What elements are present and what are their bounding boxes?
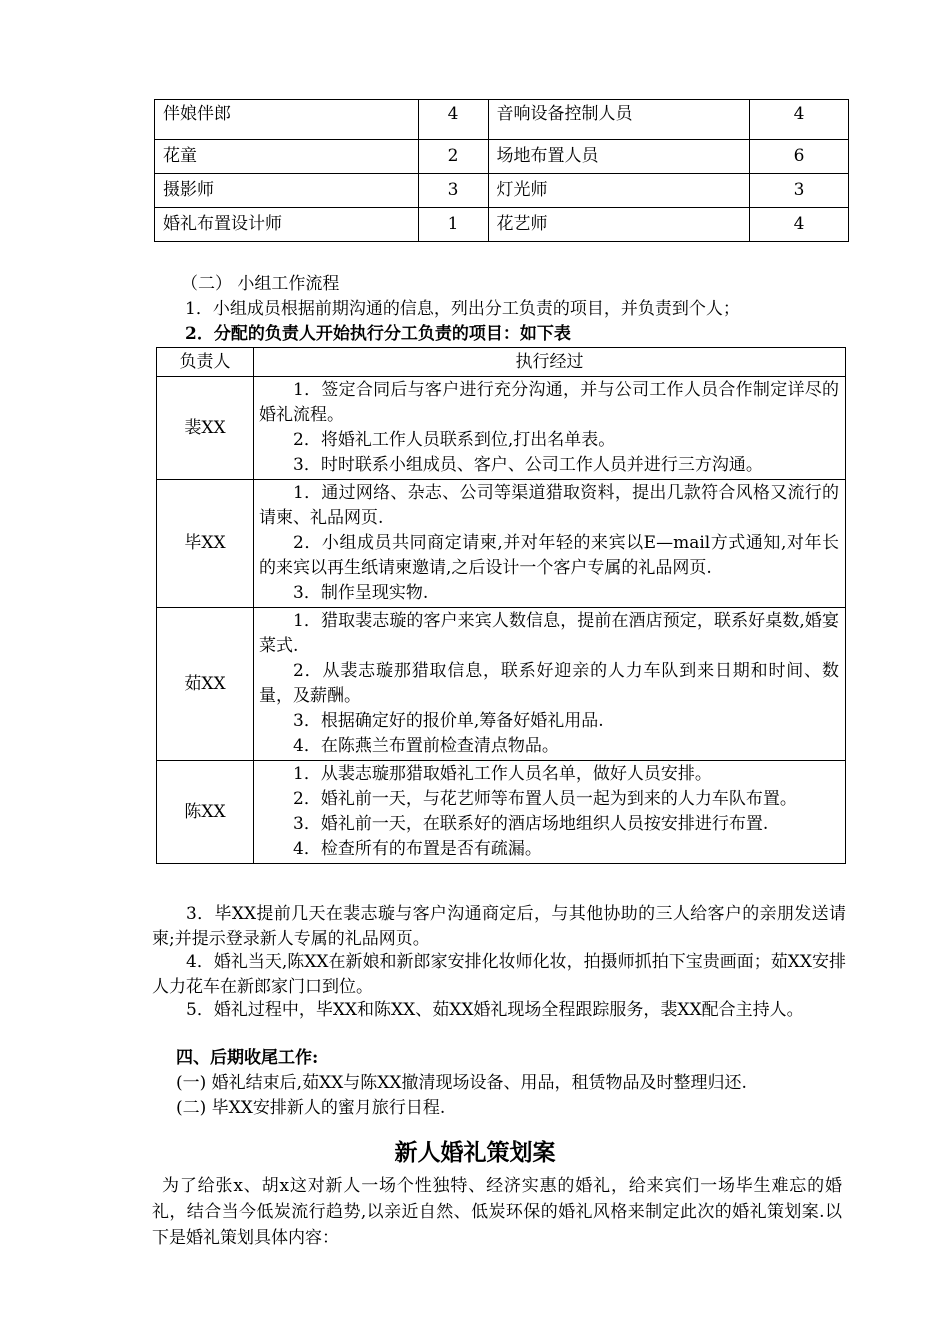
step-item: 4．检查所有的布置是否有疏漏。 <box>293 839 542 859</box>
header-person: 负责人 <box>157 348 254 377</box>
list-item: 1．小组成员根据前期沟通的信息，列出分工负责的项目，并负责到个人； <box>185 299 740 319</box>
role-cell: 音响设备控制人员 <box>488 100 750 140</box>
step-item: 3．婚礼前一天，在联系好的酒店场地组织人员按安排进行布置. <box>293 814 769 834</box>
count-cell: 6 <box>750 140 849 174</box>
step-item: 2．婚礼前一天，与花艺师等布置人员一起为到来的人力车队布置。 <box>293 789 797 809</box>
person-cell: 茹XX <box>157 608 254 761</box>
role-cell: 灯光师 <box>488 174 750 208</box>
table-row <box>155 140 849 174</box>
list-item: 5．婚礼过程中，毕XX和陈XX、茹XX婚礼现场全程跟踪服务，裴XX配合主持人。 <box>186 1000 804 1020</box>
role-cell: 场地布置人员 <box>488 140 750 174</box>
count-cell: 4 <box>750 208 849 242</box>
step-item: 1．签定合同后与客户进行充分沟通，并与公司工作人员合作制定详尽的婚礼流程。 <box>259 380 839 425</box>
section-heading: 四、后期收尾工作: <box>176 1048 319 1068</box>
count-cell: 1 <box>418 208 488 242</box>
section-heading: （二） 小组工作流程 <box>181 274 340 294</box>
role-cell: 花童 <box>155 140 419 174</box>
list-item: 4．婚礼当天,陈XX在新娘和新郎家安排化妆师化妆，拍摄师抓拍下宝贵画面；茹XX安排人力花车在新郎家门口到位。 <box>152 952 846 997</box>
steps-cell <box>254 761 846 864</box>
list-item: 3．毕XX提前几天在裴志璇与客户沟通商定后，与其他协助的三人给客户的亲朋发送请柬;并提示登录新人专属的礼品网页。 <box>152 904 846 949</box>
step-item: 2．将婚礼工作人员联系到位,打出名单表。 <box>293 430 616 450</box>
step-item: 2．小组成员共同商定请柬,并对年轻的来宾以E—mail方式通知,对年长的来宾以再生纸请柬邀请,之后设计一个客户专属的礼品网页. <box>259 533 839 578</box>
table-row <box>157 608 846 761</box>
step-item: 3．制作呈现实物. <box>293 583 429 603</box>
table-row <box>157 761 846 864</box>
count-cell: 3 <box>418 174 488 208</box>
staff-table <box>154 99 849 242</box>
role-cell: 摄影师 <box>155 174 419 208</box>
role-cell: 伴娘伴郎 <box>155 100 419 140</box>
table-row <box>155 208 849 242</box>
plan-title: 新人婚礼策划案 <box>394 1140 556 1166</box>
person-cell: 陈XX <box>157 761 254 864</box>
step-item: 2．从裴志璇那猎取信息，联系好迎亲的人力车队到来日期和时间、数量，及薪酬。 <box>259 661 839 706</box>
list-item: (二) 毕XX安排新人的蜜月旅行日程. <box>176 1098 446 1118</box>
steps-cell <box>254 480 846 608</box>
table-row <box>157 480 846 608</box>
header-process: 执行经过 <box>254 348 846 377</box>
intro-paragraph: 为了给张x、胡x这对新人一场个性独特、经济实惠的婚礼，给来宾们一场毕生难忘的婚礼，结合当今低炭流行趋势,以亲近自然、低炭环保的婚礼风格来制定此次的婚礼策划案.以下是婚礼策划具体内容： <box>152 1176 842 1248</box>
count-cell: 4 <box>418 100 488 140</box>
step-item: 1．从裴志璇那猎取婚礼工作人员名单，做好人员安排。 <box>293 764 712 784</box>
table-row <box>155 174 849 208</box>
role-cell: 花艺师 <box>488 208 750 242</box>
count-cell: 2 <box>418 140 488 174</box>
step-item: 4．在陈燕兰布置前检查清点物品。 <box>293 736 559 756</box>
step-item: 1．通过网络、杂志、公司等渠道猎取资料，提出几款符合风格又流行的请柬、礼品网页. <box>259 483 839 528</box>
role-cell: 婚礼布置设计师 <box>155 208 419 242</box>
step-item: 1．猎取裴志璇的客户来宾人数信息，提前在酒店预定，联系好桌数,婚宴菜式. <box>259 611 839 656</box>
person-cell: 裴XX <box>157 377 254 480</box>
steps-cell <box>254 608 846 761</box>
table-row <box>157 377 846 480</box>
list-item: 2．分配的负责人开始执行分工负责的项目：如下表 <box>185 324 571 344</box>
table-row <box>155 100 849 140</box>
count-cell: 3 <box>750 174 849 208</box>
count-cell: 4 <box>750 100 849 140</box>
task-table <box>156 347 846 864</box>
person-cell: 毕XX <box>157 480 254 608</box>
step-item: 3．根据确定好的报价单,筹备好婚礼用品. <box>293 711 604 731</box>
table-header-row <box>157 348 846 377</box>
list-item: (一) 婚礼结束后,茹XX与陈XX撤清现场设备、用品，租赁物品及时整理归还. <box>176 1073 747 1093</box>
steps-cell <box>254 377 846 480</box>
step-item: 3．时时联系小组成员、客户、公司工作人员并进行三方沟通。 <box>293 455 763 475</box>
